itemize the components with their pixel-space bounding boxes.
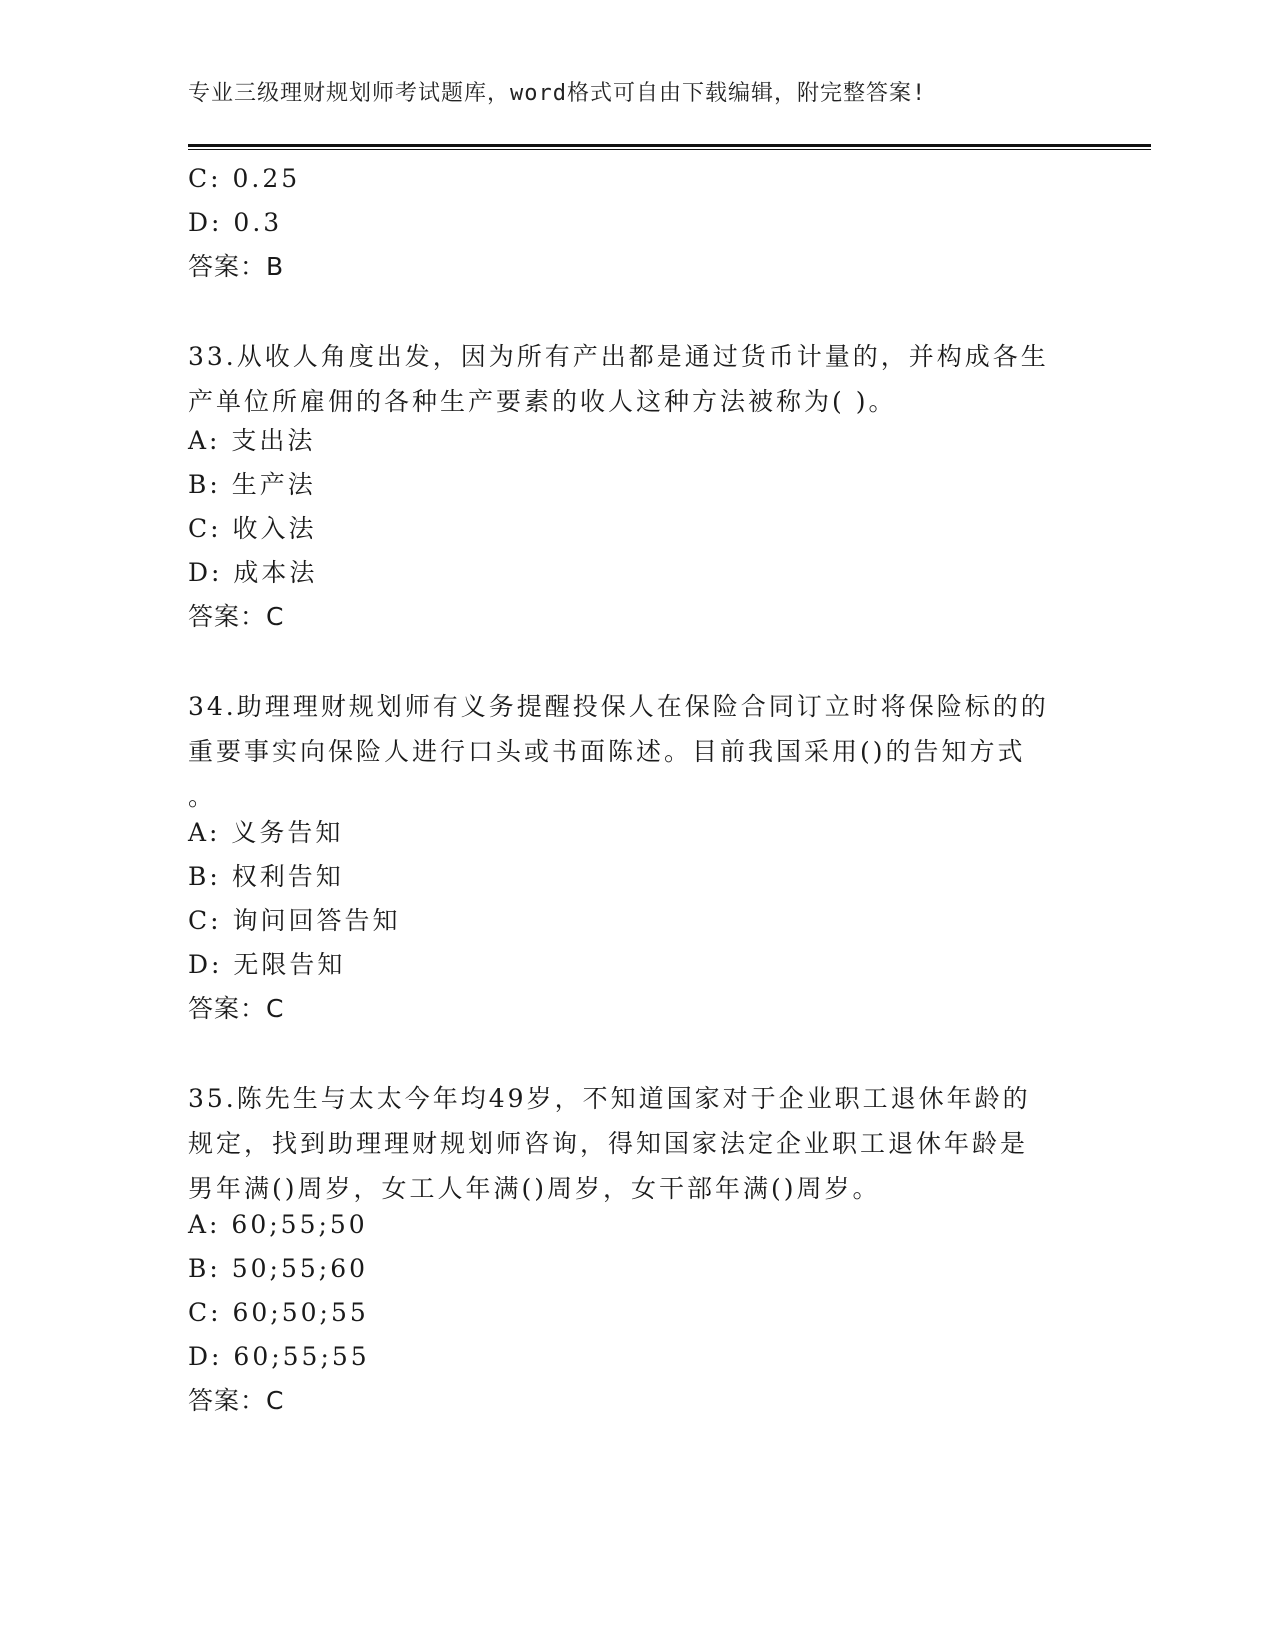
q35-option-c: C: 60;50;55 xyxy=(188,1298,369,1327)
q33-stem xyxy=(188,334,1088,424)
q33-option-c: C: 收入法 xyxy=(188,514,317,543)
header-divider-thin xyxy=(188,149,1151,150)
q35-option-d: D: 60;55;55 xyxy=(188,1342,370,1371)
q34-option-a: A: 义务告知 xyxy=(188,818,344,847)
q32-option-d: D: 0.3 xyxy=(188,208,283,237)
q35-answer: 答案：C xyxy=(188,1386,285,1415)
q34-stem-line-1: 34.助理理财规划师有义务提醒投保人在保险合同订立时将保险标的的 xyxy=(188,692,1049,721)
q35-stem-line-1: 35.陈先生与太太今年均49岁，不知道国家对于企业职工退休年龄的 xyxy=(188,1084,1031,1113)
page-header: 专业三级理财规划师考试题库，word格式可自由下载编辑，附完整答案! xyxy=(188,81,927,106)
q35-option-b: B: 50;55;60 xyxy=(188,1254,369,1283)
q33-option-b: B: 生产法 xyxy=(188,470,316,499)
q33-answer: 答案：C xyxy=(188,602,285,631)
q35-stem xyxy=(188,1076,1088,1211)
q34-answer: 答案：C xyxy=(188,994,285,1023)
header-divider xyxy=(188,144,1151,150)
q34-option-c: C: 询问回答告知 xyxy=(188,906,401,935)
q33-option-a: A: 支出法 xyxy=(188,426,316,455)
q34-stem-line-3: 。 xyxy=(188,782,217,811)
q32-option-c: C: 0.25 xyxy=(188,164,301,193)
q34-option-d: D: 无限告知 xyxy=(188,950,346,979)
q34-stem xyxy=(188,684,1088,819)
q33-stem-line-1: 33.从收人角度出发，因为所有产出都是通过货币计量的，并构成各生 xyxy=(188,342,1049,371)
q35-stem-line-2: 规定，找到助理理财规划师咨询，得知国家法定企业职工退休年龄是 xyxy=(188,1129,1029,1158)
q33-stem-line-2: 产单位所雇佣的各种生产要素的收人这种方法被称为( )。 xyxy=(188,387,897,416)
q34-stem-line-2: 重要事实向保险人进行口头或书面陈述。目前我国采用()的告知方式 xyxy=(188,737,1026,766)
q35-option-a: A: 60;55;50 xyxy=(188,1210,368,1239)
header-divider-thick xyxy=(188,144,1151,147)
q34-option-b: B: 权利告知 xyxy=(188,862,344,891)
q35-stem-line-3: 男年满()周岁，女工人年满()周岁，女干部年满()周岁。 xyxy=(188,1174,881,1203)
q32-answer: 答案：B xyxy=(188,252,285,281)
q33-option-d: D: 成本法 xyxy=(188,558,318,587)
